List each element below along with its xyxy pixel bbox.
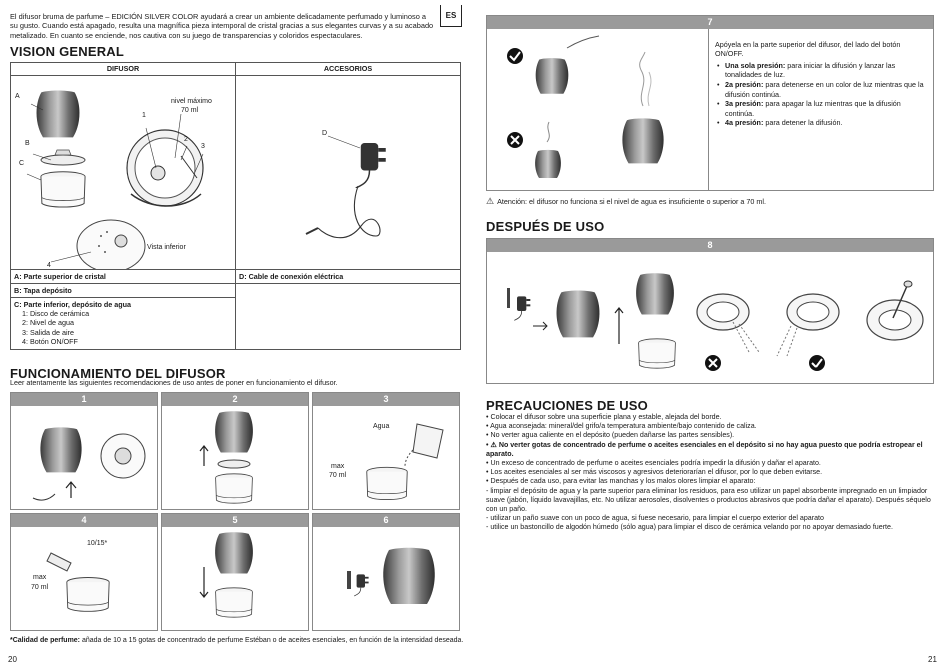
prec-item: • No verter agua caliente en el depósito (pueden dañarse las partes sensibles). (486, 431, 735, 440)
row-c-item: 4: Botón ON/OFF (22, 337, 78, 347)
step-3-number: 3 (313, 393, 459, 406)
step-7-divider (708, 29, 709, 191)
col-accesorios-header: ACCESORIOS (236, 63, 461, 76)
label-d: D (322, 130, 328, 137)
step-1-panel (10, 392, 158, 510)
step-4-panel (10, 513, 158, 631)
row-b: B: Tapa depósito (11, 284, 236, 298)
step-3-agua-label: Agua (373, 423, 390, 430)
difusor-figure-cell (11, 76, 236, 270)
step-6-number: 6 (313, 514, 459, 527)
label-2: 2 (184, 136, 188, 143)
prec-item: • Después de cada uso, para evitar las manchas y los malos olores limpiar el aparato: (486, 477, 756, 486)
page-number-right: 21 (928, 655, 937, 664)
water-warning-text: Atención: el difusor no funciona si el nivel de agua es insuficiente o superior a 70 ml. (497, 197, 766, 206)
prec-item: • Agua aconsejada: mineral/del grifo/a temperatura ambiente/bajo contenido de caliza. (486, 422, 757, 431)
footnote-text: añada de 10 a 15 gotas de concentrado de perfume Estéban o de aceites esenciales, en función de la intensidad deseada. (80, 637, 464, 644)
warning-icon: ⚠ (486, 196, 495, 206)
row-c-title: C: Parte inferior, depósito de agua (14, 300, 132, 309)
press-item: • 3a presión: para apagar la luz mientras que la difusión continúa. (715, 99, 929, 118)
step-6-panel (312, 513, 460, 631)
label-4: 4 (47, 262, 51, 269)
label-nivel-maximo: nivel máximo (171, 98, 212, 105)
row-c-item: 2: Nivel de agua (22, 318, 74, 328)
step-4-dose-label: 10/15* (87, 540, 108, 547)
step-2-illustration (162, 406, 308, 510)
step-6-illustration (313, 527, 459, 631)
step-2-number: 2 (162, 393, 308, 406)
row-c (11, 298, 236, 350)
step-8-illustration (487, 252, 933, 382)
prec-item: • Colocar el difusor sobre una superficie plana y estable, alejada del borde. (486, 413, 722, 421)
step-1-illustration (11, 406, 157, 510)
row-c-item: 1: Disco de cerámica (22, 309, 90, 318)
prec-bold-warning: • ⚠ No verter gotas de concentrado de perfume o aceites esenciales en el depósito si no hay agua puesto que podría estropear el aparato. (486, 440, 923, 458)
step-7-list (715, 61, 929, 128)
accesorios-figure-cell (236, 76, 461, 270)
label-b: B (25, 140, 30, 147)
overview-table (10, 62, 461, 350)
label-vista-inferior: Vista inferior (147, 244, 186, 251)
step-3-panel (312, 392, 460, 510)
step-3-ml-label: 70 ml (329, 472, 347, 479)
prec-item: • Los aceites esenciales al ser más viscosos y agresivos deteriorarían el difusor, por lo que deben evitarse. (486, 468, 823, 477)
step-5-panel (161, 513, 309, 631)
step-1-number: 1 (11, 393, 157, 406)
intro-paragraph: El difusor bruma de parfume – EDICIÓN SILVER COLOR ayudará a crear un ambiente delicadamente perfumado y luminoso a su gusto. Cuando está apagado, resulta una magnífica pieza intemporal de cristal gracias a sus elegantes curvas y a su acabado metalizado. En cuanto se enciende, nos cautiva con su juego de transparencias y coloridos espectaculares. (10, 12, 434, 40)
press-item: • Una sola presión: para iniciar la difusión y lanzar las tonalidades de luz. (715, 61, 929, 80)
prec-item: - utilice un bastoncillo de algodón húmedo (sólo agua) para limpiar el disco de cerámica velando por no apoyar demasiado fuerte. (486, 523, 893, 532)
step-2-panel (161, 392, 309, 510)
step-7-panel (486, 15, 934, 191)
step-8-number: 8 (487, 239, 933, 252)
precauciones-body (486, 413, 938, 533)
cable-diagram (236, 76, 460, 269)
water-warning (486, 196, 766, 207)
step-7-illustration (487, 30, 709, 190)
step-4-number: 4 (11, 514, 157, 527)
warning-icon: ⚠ (490, 440, 497, 449)
press-item: • 2a presión: para detenerse en un color de luz mientras que la difusión continúa. (715, 80, 929, 99)
step-4-ml-label: 70 ml (31, 584, 49, 591)
step-3-illustration (313, 406, 459, 510)
row-a: A: Parte superior de cristal (11, 270, 236, 284)
label-nivel-ml: 70 ml (181, 107, 199, 114)
step-5-number: 5 (162, 514, 308, 527)
step-7-text (715, 40, 929, 128)
step-8-panel (486, 238, 934, 384)
empty-cell (236, 284, 461, 350)
step-4-max-label: max (33, 574, 47, 581)
label-1: 1 (142, 112, 146, 119)
page-number-left: 20 (8, 655, 17, 664)
label-a: A (15, 93, 20, 100)
step-7-intro: Apóyela en la parte superior del difusor, del lado del botón ON/OFF. (715, 40, 901, 59)
step-5-illustration (162, 527, 308, 631)
precauciones-title: PRECAUCIONES DE USO (486, 398, 648, 413)
label-3: 3 (201, 143, 205, 150)
col-difusor-header: DIFUSOR (11, 63, 236, 76)
prec-item: - utilizar un paño suave con un poco de agua, si fuese necesario, para limpiar el cuerpo exterior del aparato (486, 514, 824, 523)
funcionamiento-title: FUNCIONAMIENTO DEL DIFUSOR (10, 366, 226, 381)
footnote (10, 637, 463, 644)
vision-general-title: VISION GENERAL (10, 44, 125, 59)
prec-item: - limpiar el depósito de agua y la parte superior para eliminar los residuos, para eso utilizar un papel absorbente impregnado en un limpiador suave (jabón, líquido lavavajillas, etc. No utilizar aerosoles, disolventes o productos abrasivos que podría dañar el aparato). Después séquelo con un paño. (486, 486, 931, 514)
language-tab: ES (440, 5, 462, 27)
press-item: • 4a presión: para detener la difusión. (715, 118, 929, 128)
funcionamiento-subtitle: Leer atentamente las siguientes recomendaciones de uso antes de poner en funcionamiento el difusor. (10, 378, 338, 387)
label-c: C (19, 160, 25, 167)
footnote-bold: *Calidad de perfume: (10, 637, 81, 644)
row-d: D: Cable de conexión eléctrica (236, 270, 461, 284)
step-7-number: 7 (487, 16, 933, 29)
despues-title: DESPUÉS DE USO (486, 219, 605, 234)
prec-item: • Un exceso de concentrado de perfume o aceites esenciales podría impedir la difusión y dañar el aparato. (486, 459, 821, 468)
step-3-max-label: max (331, 463, 345, 470)
row-c-item: 3: Salida de aire (22, 327, 74, 337)
